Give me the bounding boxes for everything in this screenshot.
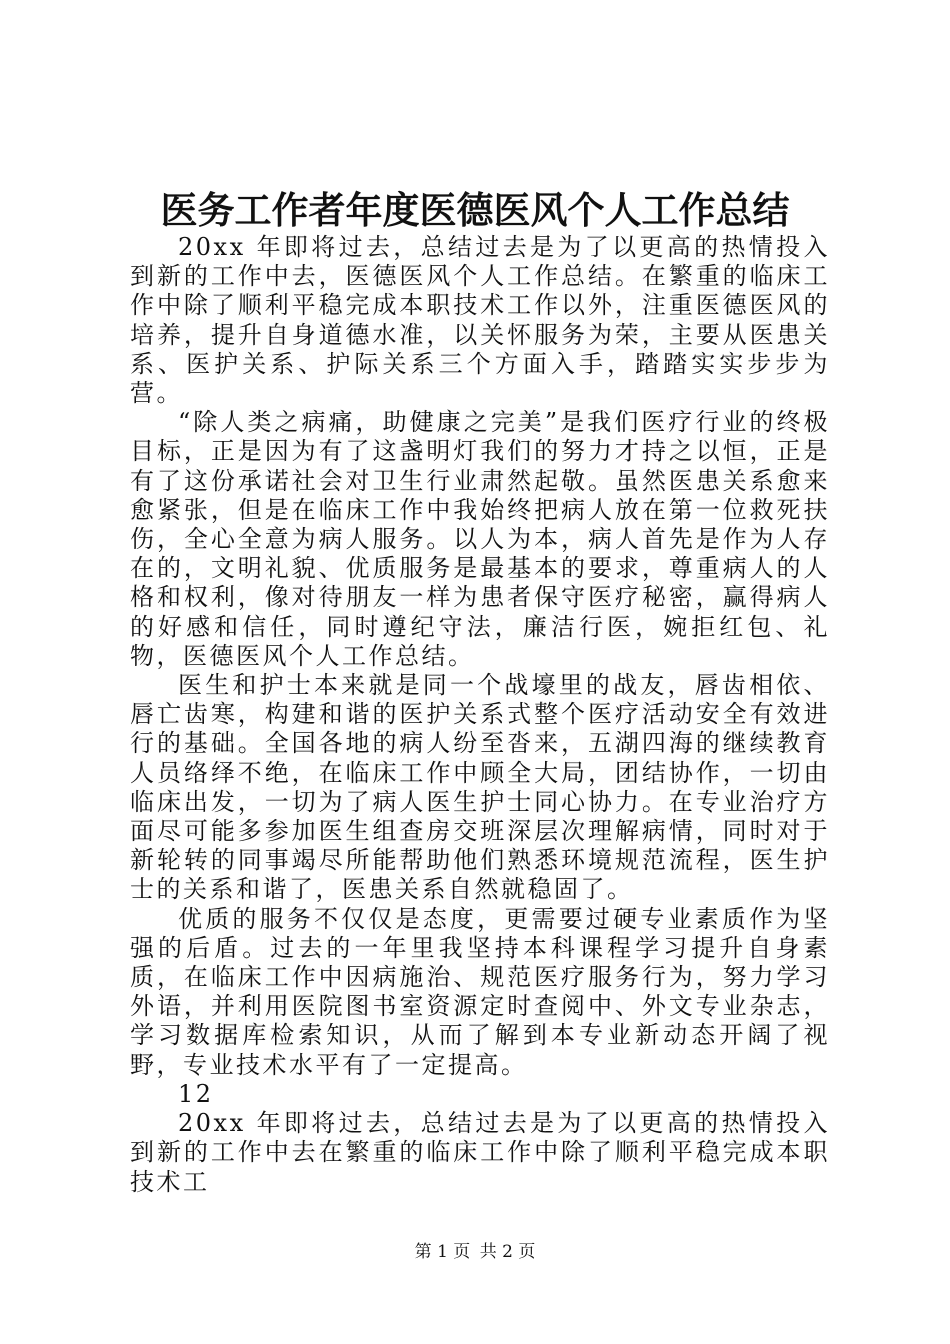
paragraph: 优质的服务不仅仅是态度，更需要过硬专业素质作为坚强的后盾。过去的一年里我坚持本科课程学习提升自身素质，在临床工作中因病施治、规范医疗服务行为，努力学习外语，并利用医院图书室资源定时查阅中、外文专业杂志，学习数据库检索知识，从而了解到本专业新动态开阔了视野，专业技术水平有了一定提高。 xyxy=(130,904,830,1079)
paragraph: 20xx 年即将过去，总结过去是为了以更高的热情投入到新的工作中去在繁重的临床工作中除了顺利平稳完成本职技术工 xyxy=(130,1109,830,1196)
paragraph: 医生和护士本来就是同一个战壕里的战友，唇齿相依、唇亡齿寒，构建和谐的医护关系式整个医疗活动安全有效进行的基础。全国各地的病人纷至沓来，五湖四海的继续教育人员络绎不绝，在临床工作中顾全大局，团结协作，一切由临床出发，一切为了病人医生护士同心协力。在专业治疗方面尽可能多参加医生组查房交班深层次理解病情，同时对于新轮转的同事竭尽所能帮助他们熟悉环境规范流程，医生护士的关系和谐了，医患关系自然就稳固了。 xyxy=(130,671,830,904)
paragraph: 12 xyxy=(178,1079,214,1108)
page-number: 第 1 页 xyxy=(414,1242,471,1262)
page-footer xyxy=(0,1240,950,1264)
document-body xyxy=(130,233,830,1197)
paragraph: “除人类之病痛，助健康之完美”是我们医疗行业的终极目标，正是因为有了这盏明灯我们的努力才持之以恒，正是有了这份承诺社会对卫生行业肃然起敬。虽然医患关系愈来愈紧张，但是在临床工作中我始终把病人放在第一位救死扶伤，全心全意为病人服务。以人为本，病人首先是作为人存在的，文明礼貌、优质服务是最基本的要求，尊重病人的人格和权利，像对待朋友一样为患者保守医疗秘密，赢得病人的好感和信任，同时遵纪守法，廉洁行医，婉拒红包、礼物，医德医风个人工作总结。 xyxy=(130,408,830,670)
document-title: 医务工作者年度医德医风个人工作总结 xyxy=(160,188,790,232)
paragraph: 20xx 年即将过去，总结过去是为了以更高的热情投入到新的工作中去，医德医风个人工作总结。在繁重的临床工作中除了顺利平稳完成本职技术工作以外，注重医德医风的培养，提升自身道德水准，以关怀服务为荣，主要从医患关系、医护关系、护际关系三个方面入手，踏踏实实步步为营。 xyxy=(130,233,830,408)
page-total: 共 2 页 xyxy=(479,1242,536,1262)
